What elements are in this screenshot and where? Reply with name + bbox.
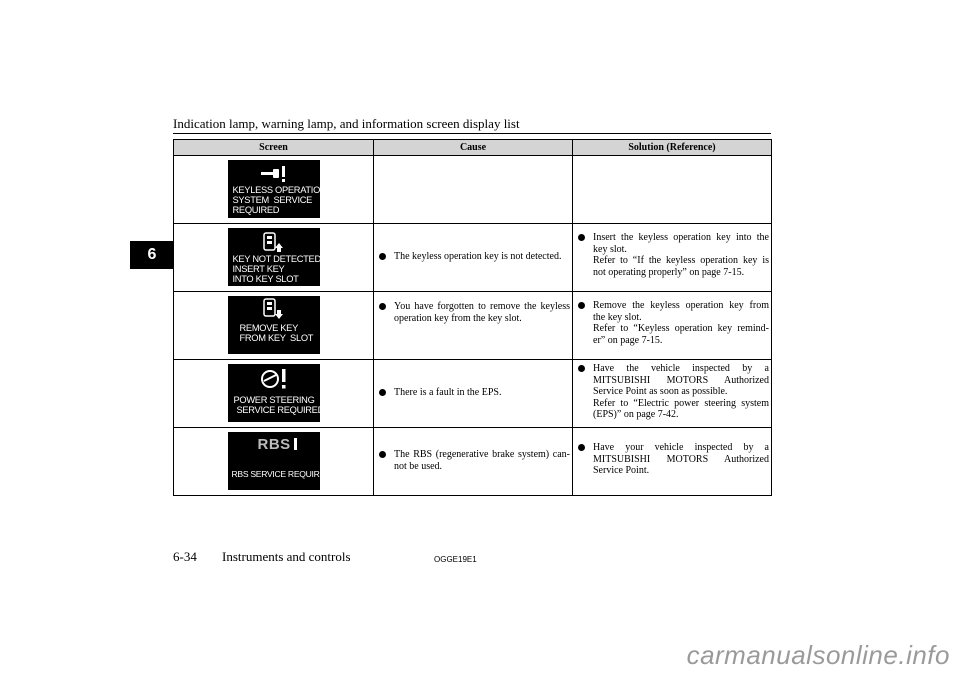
watermark: carmanualsonline.info: [686, 640, 950, 670]
info-screen-key-not-detected: [228, 228, 320, 286]
bullet-icon: [379, 389, 386, 396]
bullet-icon: [578, 302, 585, 309]
solution-cell: [573, 360, 772, 428]
key-remove-icon: [262, 298, 286, 320]
screen-message: POWER STEERING SERVICE REQUIRED: [233, 395, 325, 415]
header-divider: [173, 133, 771, 134]
bullet-icon: [578, 444, 585, 451]
document-code: OGGE19E1: [434, 555, 477, 564]
cause-cell: [374, 224, 573, 292]
solution-cell: [573, 224, 772, 292]
screen-message: KEY NOT DETECTED INSERT KEY INTO KEY SLOT: [232, 254, 321, 284]
page-number: 6-34: [173, 549, 197, 564]
steering-warning-icon: [260, 367, 290, 391]
page-header-title: Indication lamp, warning lamp, and information screen display list: [173, 116, 520, 131]
info-screen-keyless-service: [228, 160, 327, 218]
screen-cell: [174, 428, 374, 496]
bullet-icon: [578, 365, 585, 372]
solution-text: Have the vehicle inspected by a MITSUBISHI MOTORS Authorized Service Point as soon as possible. Refer to “Electric power steering system (EPS)” on page 7-42.: [573, 363, 771, 421]
chapter-tab: 6: [130, 241, 174, 269]
info-screen-rbs: [228, 432, 331, 490]
screen-cell: [174, 292, 374, 360]
bullet-icon: [578, 234, 585, 241]
solution-cell: [573, 428, 772, 496]
bullet-icon: [379, 451, 386, 458]
table-row: [174, 360, 772, 428]
info-screen-power-steering: [228, 364, 325, 422]
cause-cell: [374, 360, 573, 428]
section-name: Instruments and controls: [222, 549, 351, 564]
key-insert-icon: [262, 232, 286, 254]
cause-cell: [374, 428, 573, 496]
table-row: [174, 224, 772, 292]
screen-message: REMOVE KEY FROM KEY SLOT: [239, 323, 314, 343]
rbs-warning-icon: RBS: [258, 438, 297, 451]
key-warning-icon: [260, 164, 290, 184]
cause-text: The keyless operation key is not detected.: [374, 251, 572, 263]
screen-message: RBS SERVICE REQUIRED: [231, 469, 331, 479]
screen-cell: [174, 224, 374, 292]
info-screen-remove-key: [228, 296, 320, 354]
screen-message: KEYLESS OPERATION SYSTEM SERVICE REQUIRED: [232, 185, 327, 215]
solution-text: Remove the keyless operation key from the key slot. Refer to “Keyless operation key remind- er” on page 7-15.: [573, 300, 771, 346]
cause-text: There is a fault in the EPS.: [374, 387, 572, 399]
table-row: [174, 428, 772, 496]
table-header-row: [174, 140, 772, 156]
cause-cell: [374, 156, 573, 224]
solution-cell: [573, 292, 772, 360]
cause-cell: [374, 292, 573, 360]
display-list-table: [173, 139, 772, 496]
screen-cell: [174, 156, 374, 224]
solution-text: Insert the keyless operation key into the key slot. Refer to “If the keyless operation key is not operating properly” on page 7-15.: [573, 232, 771, 278]
column-header-solution: Solution (Reference): [573, 140, 772, 156]
solution-cell: [573, 156, 772, 224]
solution-text: Have your vehicle inspected by a MITSUBISHI MOTORS Authorized Service Point.: [573, 442, 771, 477]
screen-cell: [174, 360, 374, 428]
table-row: [174, 292, 772, 360]
column-header-screen: Screen: [174, 140, 374, 156]
cause-text: The RBS (regenerative brake system) can- not be used.: [374, 449, 572, 472]
bullet-icon: [379, 303, 386, 310]
bullet-icon: [379, 253, 386, 260]
column-header-cause: Cause: [374, 140, 573, 156]
cause-text: You have forgotten to remove the keyless operation key from the key slot.: [374, 301, 572, 324]
table-row: [174, 156, 772, 224]
